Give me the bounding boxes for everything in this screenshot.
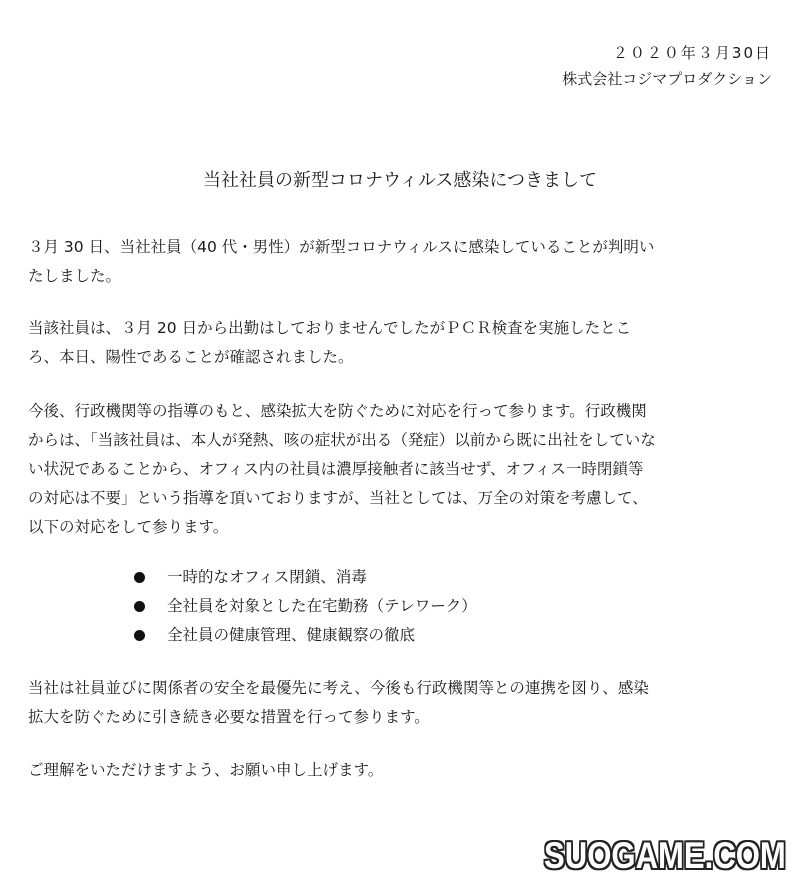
bullet-icon <box>134 630 145 641</box>
paragraph-line: 当社は社員並びに関係者の安全を最優先に考え、今後も行政機関等との連携を図り、感染 <box>28 679 649 697</box>
paragraph-line: からは、「当該社員は、本人が発熱、咳の症状が出る（発症）以前から既に出社をしていな <box>28 431 656 449</box>
paragraph-line: ろ、本日、陽性であることが確認されました。 <box>28 348 354 366</box>
paragraph-response <box>28 397 773 542</box>
measures-list <box>134 563 477 650</box>
list-item <box>134 563 477 592</box>
paragraph-line: 以下の対応をして参ります。 <box>28 518 229 536</box>
list-item-text: 一時的なオフィス閉鎖、消毒 <box>167 568 367 586</box>
bullet-icon <box>134 601 145 612</box>
paragraph-closing <box>28 756 773 785</box>
paragraph-line: い状況であることから、オフィス内の社員は濃厚接触者に該当せず、オフィス一時閉鎖等 <box>28 460 644 478</box>
paragraph-line: 当該社員は、３月 20 日から出勤はしておりませんでしたがＰＣＲ検査を実施したとこ <box>28 319 632 337</box>
list-item <box>134 621 477 650</box>
company-name: 株式会社コジマプロダクション <box>562 70 772 88</box>
list-item-text: 全社員を対象とした在宅勤務（テレワーク） <box>167 597 477 615</box>
document-date: ２０２０年３月30日 <box>612 44 772 62</box>
list-item-text: 全社員の健康管理、健康観察の徹底 <box>167 626 416 644</box>
paragraph-line: の対応は不要」という指導を頂いておりますが、当社としては、万全の対策を考慮して、 <box>28 489 648 507</box>
list-item <box>134 592 477 621</box>
paragraph-announcement <box>28 233 773 291</box>
paragraph-line: ご理解をいただけますよう、お願い申し上げます。 <box>28 761 384 779</box>
paragraph-line: 今後、行政機関等の指導のもと、感染拡大を防ぐために対応を行って参ります。行政機関 <box>28 402 647 420</box>
paragraph-line: ３月 30 日、当社社員（40 代・男性）が新型コロナウィルスに感染していることが判明い <box>28 238 655 256</box>
watermark-logo: SUOGAME.COM <box>544 835 786 876</box>
paragraph-line: 拡大を防ぐために引き続き必要な措置を行って参ります。 <box>28 708 430 726</box>
paragraph-commitment <box>28 674 773 732</box>
paragraph-pcr-result <box>28 314 773 372</box>
bullet-icon <box>134 572 145 583</box>
document-title: 当社社員の新型コロナウィルス感染につきまして <box>202 170 598 191</box>
paragraph-line: たしました。 <box>28 267 122 285</box>
